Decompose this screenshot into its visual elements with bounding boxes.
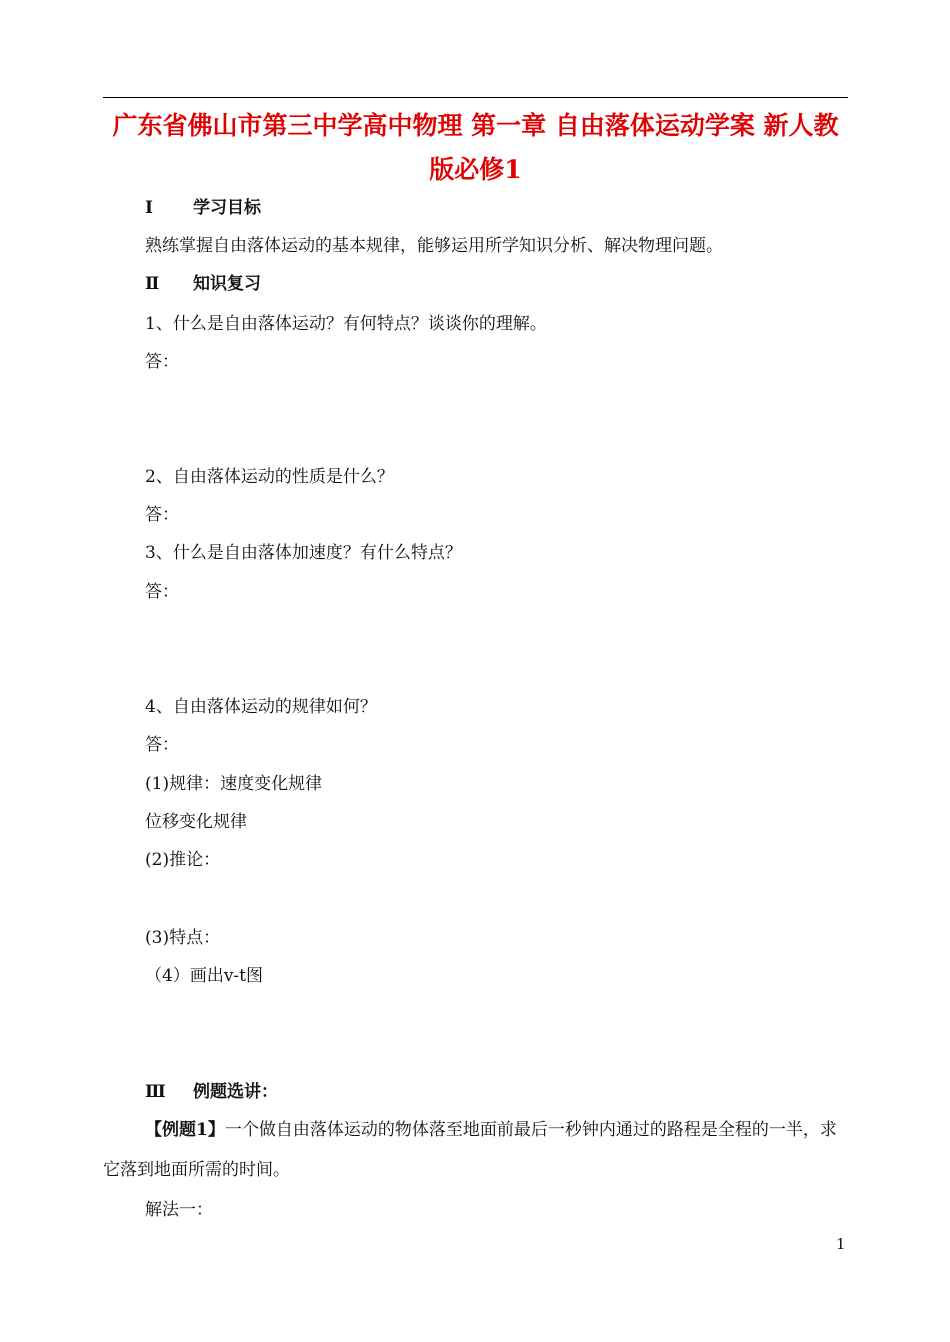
example-1-paragraph <box>103 1110 848 1190</box>
question-3: 3、什么是自由落体加速度？有什么特点？ <box>145 543 462 563</box>
section-1-number: Ⅰ <box>145 198 153 218</box>
section-1-title: 学习目标 <box>193 198 261 218</box>
section-2-number: Ⅱ <box>145 274 160 294</box>
section-2-title: 知识复习 <box>193 274 261 294</box>
answer-4-label: 答： <box>145 735 179 755</box>
law-features: (3)特点： <box>145 928 221 948</box>
example-1-text: 一个做自由落体运动的物体落至地面前最后一秒钟内通过的路程是全程的一半，求它落到地面所需的时间。 <box>103 1120 837 1180</box>
section-2-heading <box>145 272 261 296</box>
page-number: 1 <box>836 1235 846 1253</box>
question-1: 1、什么是自由落体运动？有何特点？谈谈你的理解。 <box>145 314 547 334</box>
section-1-heading <box>145 196 261 220</box>
law-inference: (2)推论： <box>145 850 221 870</box>
law-velocity: (1)规律：速度变化规律 <box>145 774 323 794</box>
header-rule <box>103 97 848 98</box>
law-displacement: 位移变化规律 <box>145 812 247 832</box>
solution-1-label: 解法一： <box>145 1200 213 1220</box>
law-vt-graph: （4）画出v-t图 <box>145 966 263 986</box>
question-2: 2、自由落体运动的性质是什么？ <box>145 467 394 487</box>
answer-3-label: 答： <box>145 582 179 602</box>
section-3-title: 例题选讲： <box>193 1082 278 1102</box>
learning-goal-text: 熟练掌握自由落体运动的基本规律，能够运用所学知识分析、解决物理问题。 <box>145 236 723 256</box>
section-3-number: Ⅲ <box>145 1082 166 1102</box>
question-4: 4、自由落体运动的规律如何？ <box>145 697 377 717</box>
document-title: 广东省佛山市第三中学高中物理 第一章 自由落体运动学案 新人教版必修1 <box>112 111 839 184</box>
section-3-heading <box>145 1080 278 1104</box>
answer-2-label: 答： <box>145 505 179 525</box>
answer-1-label: 答： <box>145 352 179 372</box>
example-1-tag: 【例题1】 <box>145 1120 225 1140</box>
